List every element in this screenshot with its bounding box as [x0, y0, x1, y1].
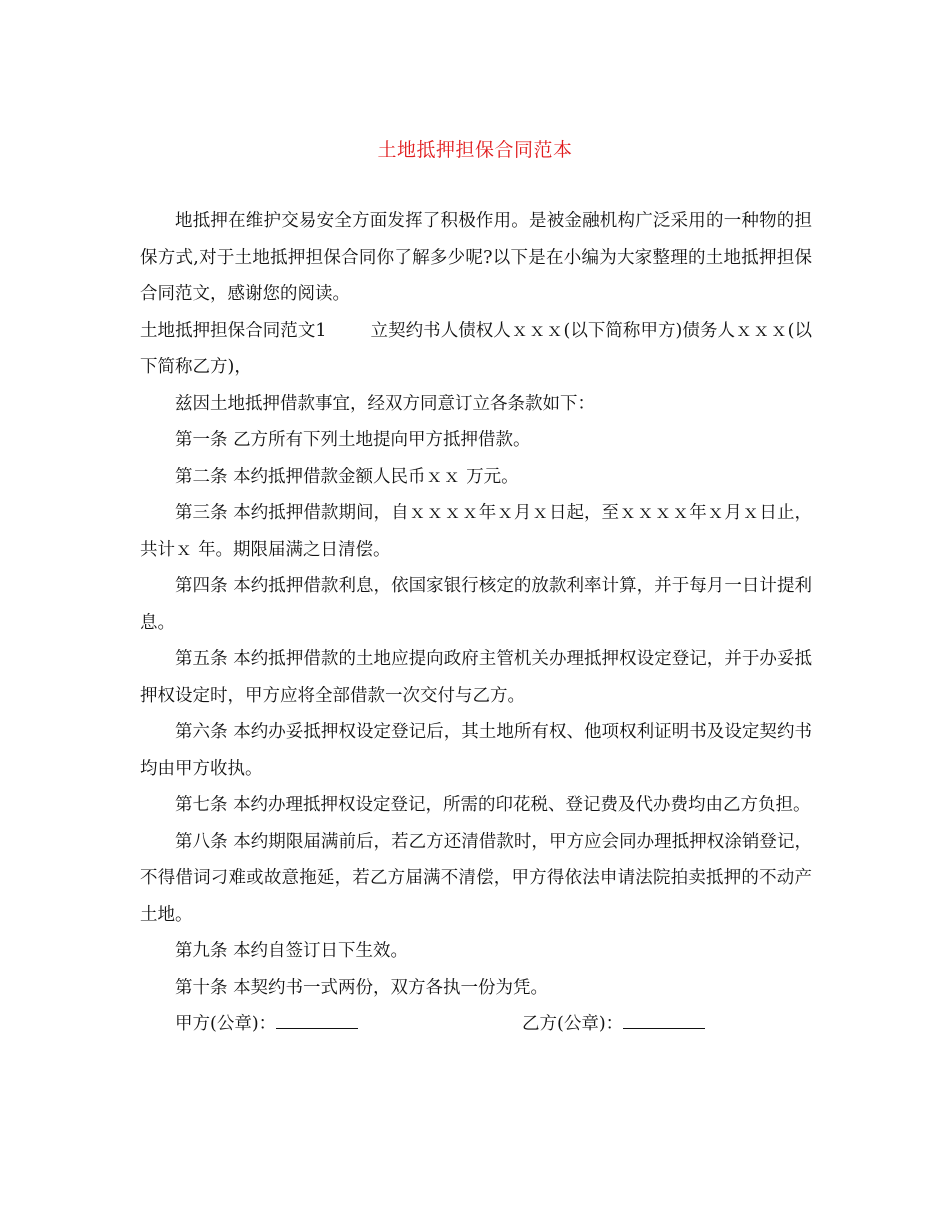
- parties-text: 立契约书人债权人ｘｘｘ(以下简称甲方)债务人ｘｘｘ(以下简称乙方)，: [140, 320, 812, 377]
- article-5: 第五条 本约抵押借款的土地应提向政府主管机关办理抵押权设定登记，并于办妥抵押权设定时，甲方应将全部借款一次交付与乙方。: [140, 649, 812, 706]
- preamble-paragraph: 兹因土地抵押借款事宜，经双方同意订立各条款如下：: [175, 393, 595, 414]
- parties-paragraph: [140, 313, 812, 386]
- article-2: 第二条 本约抵押借款金额人民币ｘｘ 万元。: [175, 466, 519, 487]
- document-title: 土地抵押担保合同范本: [377, 139, 573, 161]
- party-b-signature-line: [623, 1006, 705, 1029]
- article-3: 第三条 本约抵押借款期间，自ｘｘｘｘ年ｘ月ｘ日起，至ｘｘｘｘ年ｘ月ｘ日止，共计ｘ 年。期限届满之日清偿。: [140, 503, 812, 560]
- article-8: 第八条 本约期限届满前后，若乙方还清借款时，甲方应会同办理抵押权涂销登记，不得借词刁难或故意拖延，若乙方届满不清偿，甲方得依法申请法院拍卖抵押的不动产土地。: [140, 831, 812, 925]
- party-b-signature: [522, 1006, 705, 1043]
- article-1: 第一条 乙方所有下列土地提向甲方抵押借款。: [175, 430, 531, 450]
- party-a-label: 甲方(公章)：: [175, 1014, 277, 1034]
- article-7: 第七条 本约办理抵押权设定登记，所需的印花税、登记费及代办费均由乙方负担。: [175, 795, 811, 815]
- document-body: [140, 203, 812, 1043]
- article-4: 第四条 本约抵押借款利息，依国家银行核定的放款利率计算，并于每月一日计提利息。: [140, 576, 812, 633]
- party-a-signature-line: [276, 1006, 358, 1029]
- party-b-label: 乙方(公章)：: [522, 1014, 624, 1034]
- article-10: 第十条 本契约书一式两份，双方各执一份为凭。: [175, 977, 549, 998]
- sample-heading: 土地抵押担保合同范文1: [140, 320, 327, 341]
- signature-row: [140, 1006, 812, 1043]
- intro-paragraph: 地抵押在维护交易安全方面发挥了积极作用。是被金融机构广泛采用的一种物的担保方式,对于土地抵押担保合同你了解多少呢?以下是在小编为大家整理的土地抵押担保合同范文，感谢您的阅读。: [140, 211, 812, 304]
- party-a-signature: [175, 1006, 358, 1043]
- article-9: 第九条 本约自签订日下生效。: [175, 941, 409, 961]
- article-6: 第六条 本约办妥抵押权设定登记后，其土地所有权、他项权利证明书及设定契约书均由甲方收执。: [140, 722, 812, 779]
